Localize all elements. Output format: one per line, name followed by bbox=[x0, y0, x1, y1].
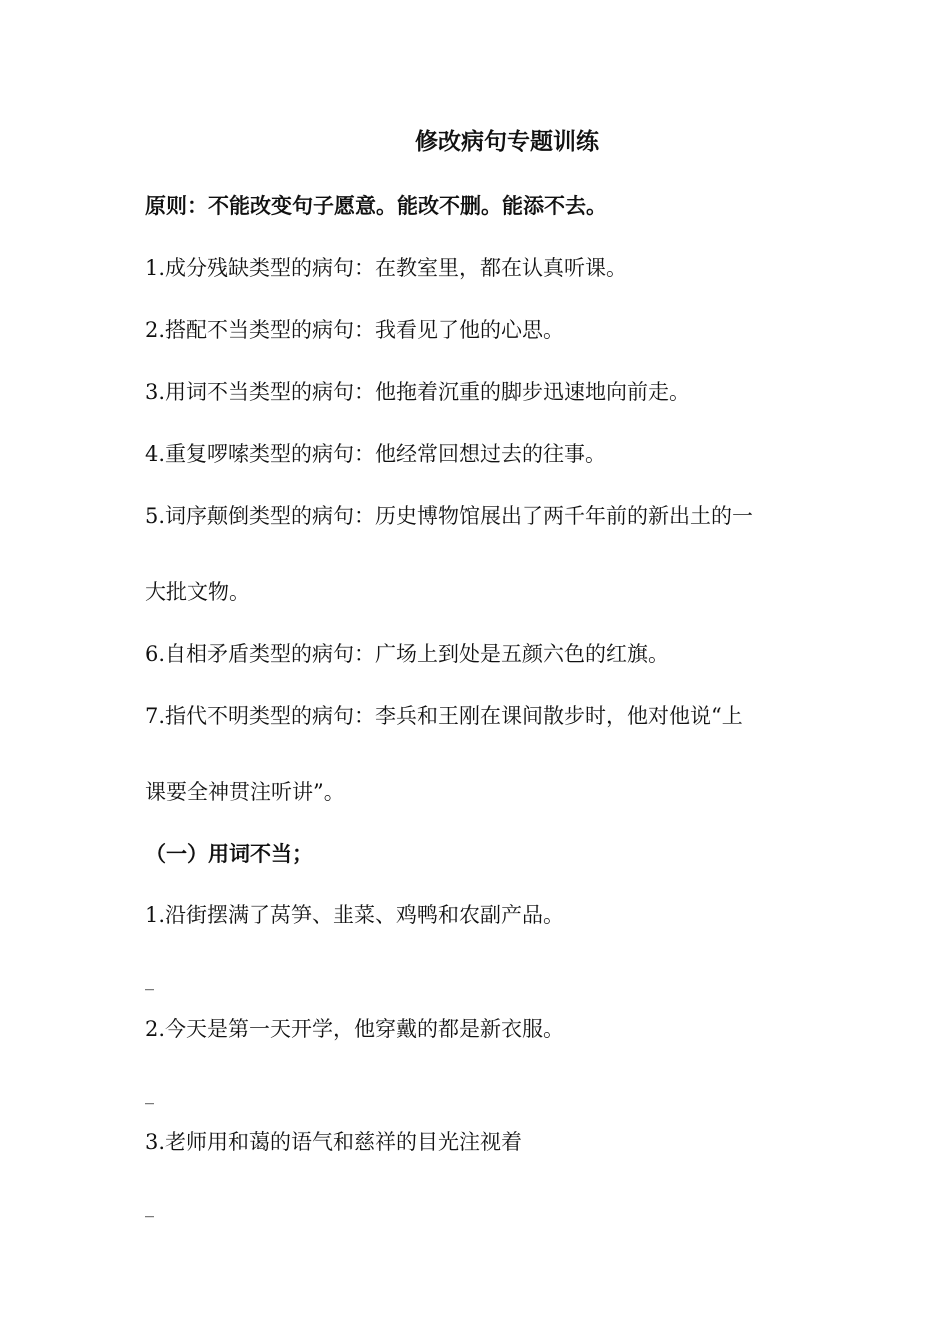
section-heading: （一）用词不当； bbox=[145, 842, 313, 866]
type-line-6: 6.自相矛盾类型的病句：广场上到处是五颜六色的红旗。 bbox=[145, 642, 670, 666]
document-title: 修改病句专题训练 bbox=[415, 129, 599, 155]
exercise-1-answer-blank: _ bbox=[145, 970, 154, 991]
exercise-3-answer-blank: _ bbox=[145, 1197, 154, 1218]
exercise-2: 2.今天是第一天开学，他穿戴的都是新衣服。 bbox=[145, 1017, 565, 1041]
exercise-3: 3.老师用和蔼的语气和慈祥的目光注视着 bbox=[145, 1130, 523, 1154]
type-line-5: 5.词序颠倒类型的病句：历史博物馆展出了两千年前的新出土的一 bbox=[145, 504, 754, 528]
type-line-7-continued: 课要全神贯注听讲”。 bbox=[145, 780, 345, 804]
exercise-2-answer-blank: _ bbox=[145, 1084, 154, 1105]
type-line-1: 1.成分残缺类型的病句：在教室里，都在认真听课。 bbox=[145, 256, 628, 280]
type-line-2: 2.搭配不当类型的病句：我看见了他的心思。 bbox=[145, 318, 565, 342]
type-line-4: 4.重复啰嗦类型的病句：他经常回想过去的往事。 bbox=[145, 442, 607, 466]
principle-line: 原则：不能改变句子愿意。能改不删。能添不去。 bbox=[145, 194, 607, 218]
type-line-5-continued: 大批文物。 bbox=[145, 580, 250, 604]
type-line-7: 7.指代不明类型的病句：李兵和王刚在课间散步时，他对他说“上 bbox=[145, 704, 743, 728]
type-line-3: 3.用词不当类型的病句：他拖着沉重的脚步迅速地向前走。 bbox=[145, 380, 691, 404]
exercise-1: 1.沿街摆满了莴笋、韭菜、鸡鸭和农副产品。 bbox=[145, 903, 565, 927]
